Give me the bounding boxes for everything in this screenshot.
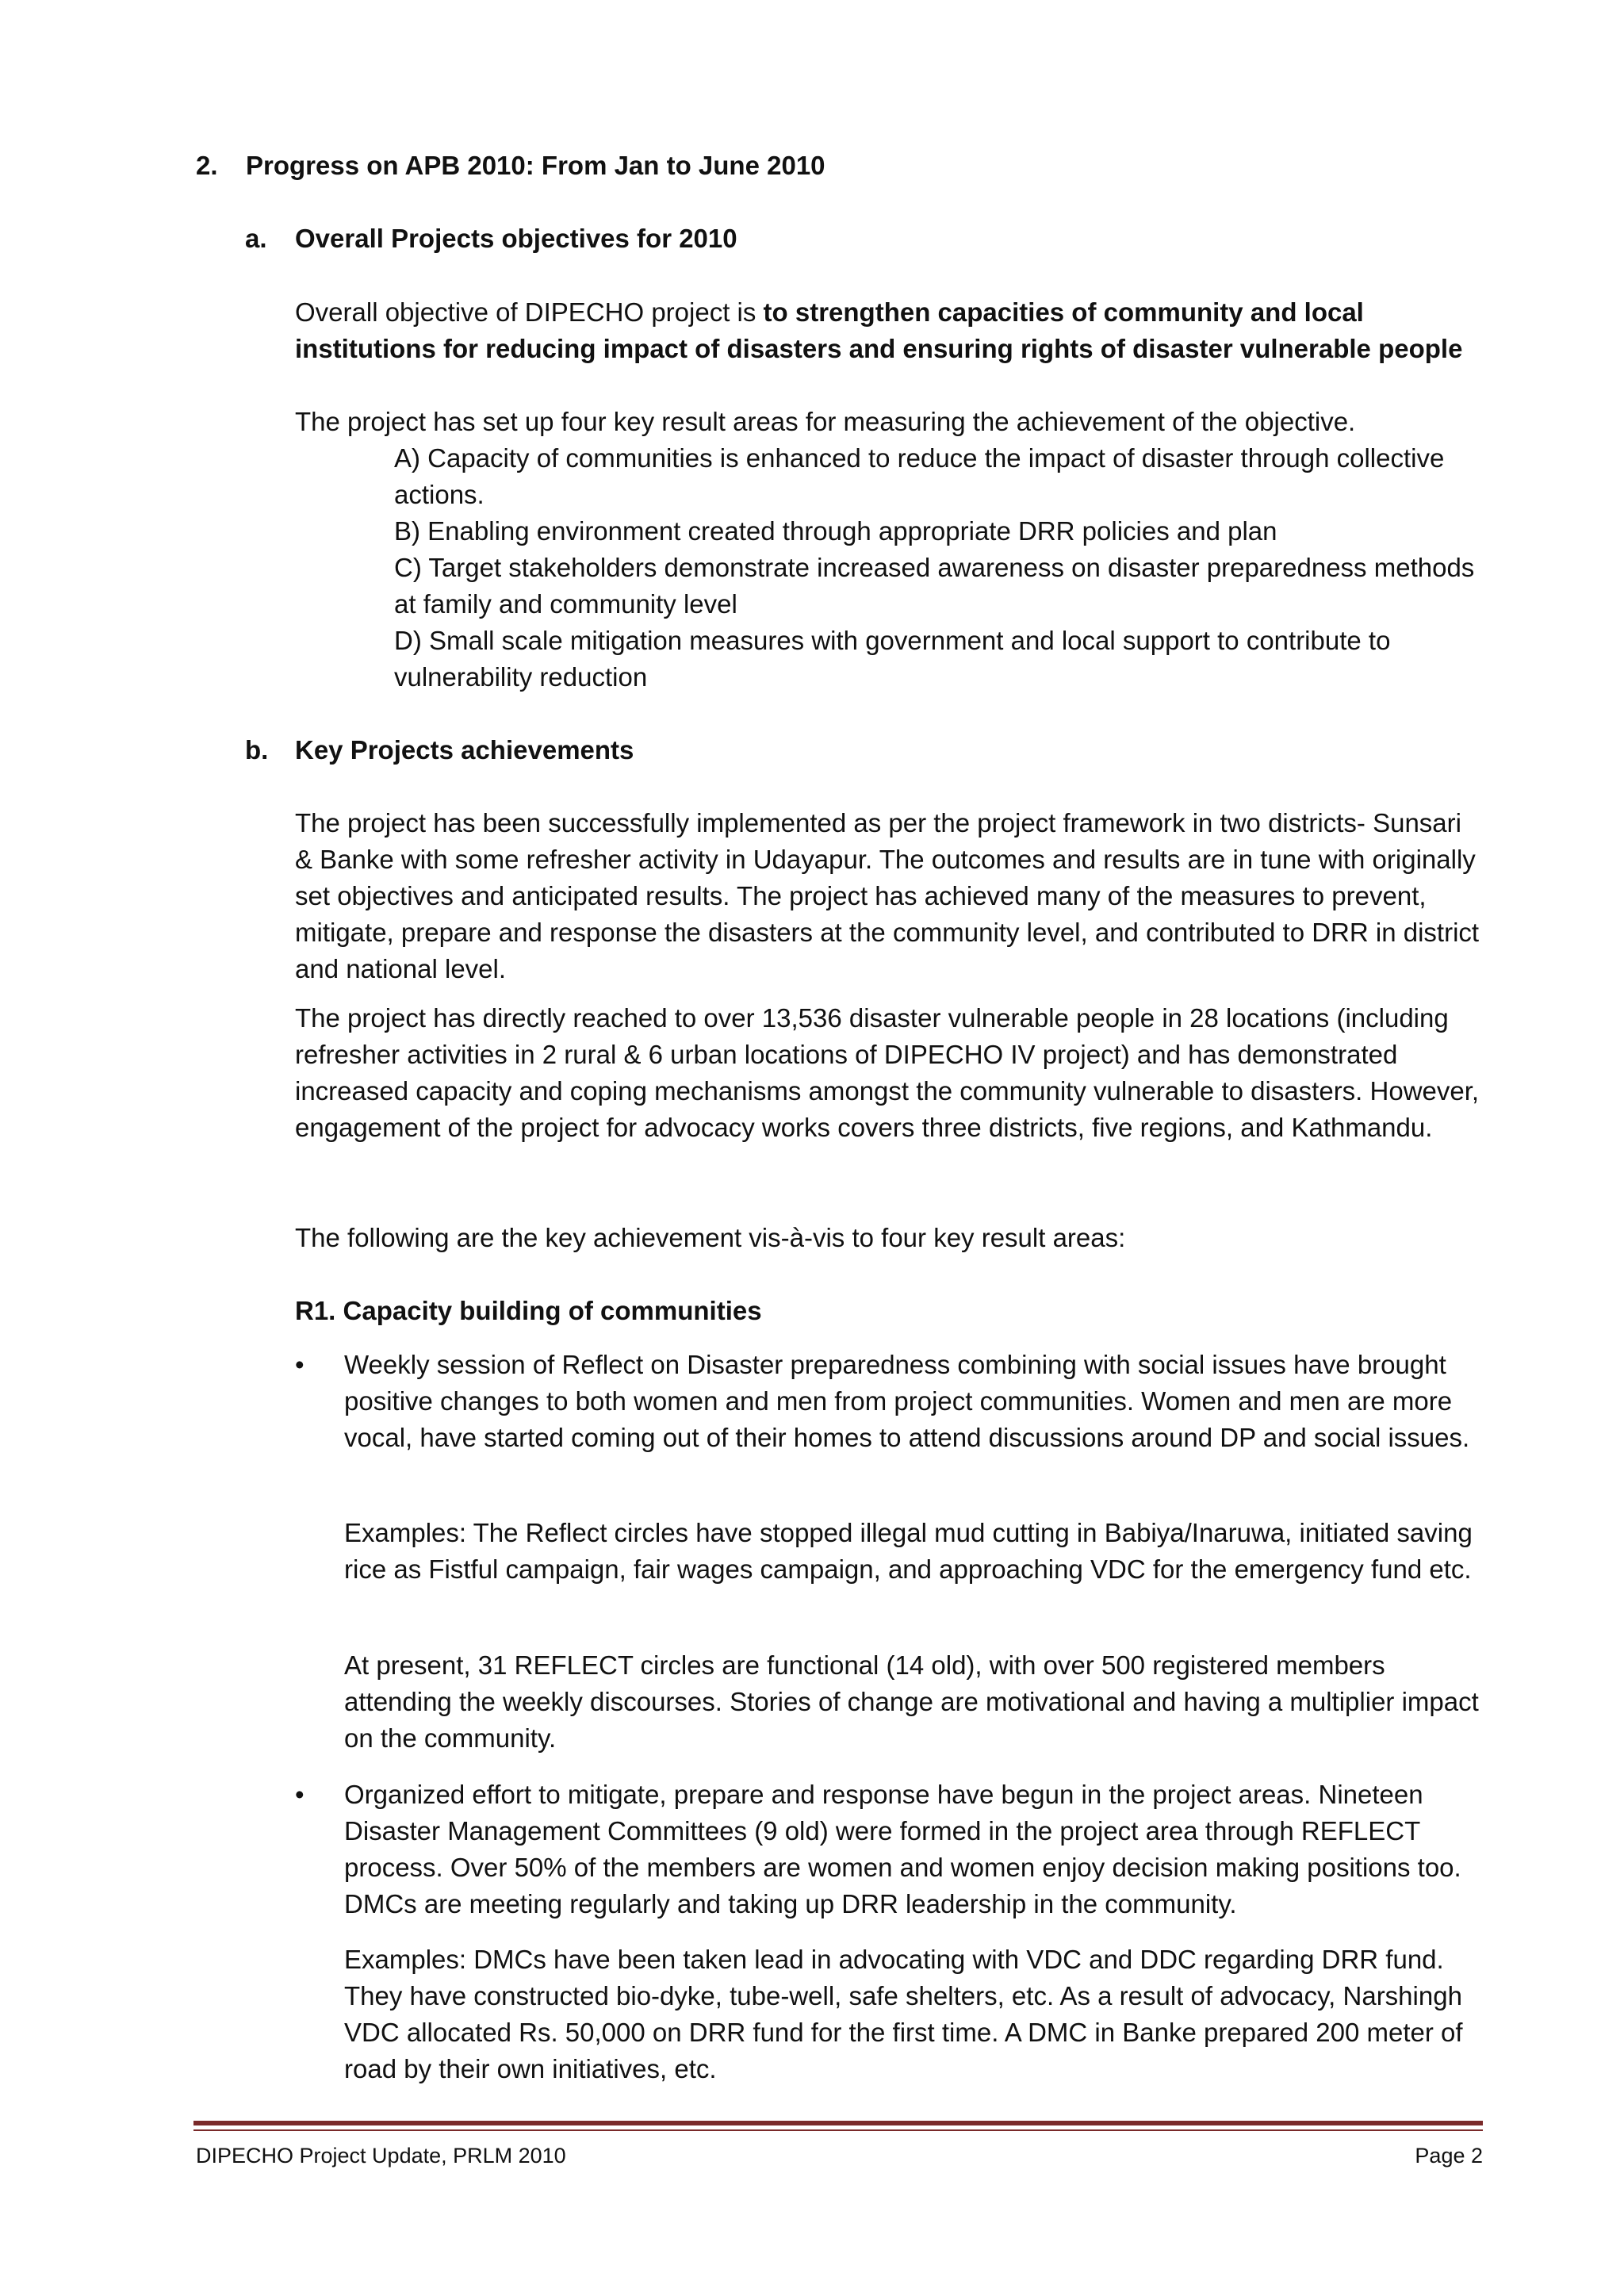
subsection-a-title: Overall Projects objectives for 2010 [295, 224, 737, 253]
footer-page-number: Page 2 [1415, 2144, 1483, 2168]
subsection-b-title: Key Projects achievements [295, 735, 634, 765]
subsection-b-letter: b. [245, 735, 269, 765]
section-number: 2. [196, 151, 218, 180]
footer-rule-thin [193, 2129, 1483, 2131]
bullet-1-examples: Examples: The Reflect circles have stopped illegal mud cutting in Babiya/Inaruwa, initiated saving rice as Fistful campaign, fair wages campaign, and approaching VDC for the emergency fund etc. [344, 1518, 1473, 1584]
result-area-d: D) Small scale mitigation measures with government and local support to contribute to vulnerability reduction [394, 626, 1391, 692]
r1-heading: R1. Capacity building of communities [295, 1296, 762, 1325]
overall-objective-paragraph [295, 294, 1484, 367]
achievements-paragraph-2: The project has directly reached to over 13,536 disaster vulnerable people in 28 locations (including refresher activities in 2 rural & 6 urban locations of DIPECHO IV project) and has demonstrated increased capacity and coping mechanisms amongst the community vulnerable to disasters. However, engagement of the project for advocacy works covers three districts, five regions, and Kathmandu. [295, 1003, 1480, 1142]
footer-document-title: DIPECHO Project Update, PRLM 2010 [196, 2144, 566, 2168]
objective-statement: to strengthen capacities of community and local institutions for reducing impact of disasters and ensuring rights of disaster vulnerable people [295, 297, 1463, 363]
result-area-c: C) Target stakeholders demonstrate increased awareness on disaster preparedness methods at family and community level [394, 553, 1475, 619]
bullet-marker: • [295, 1780, 304, 1809]
bullet-1-present: At present, 31 REFLECT circles are functional (14 old), with over 500 registered members attending the weekly discourses. Stories of change are motivational and having a multiplier impact on the community. [344, 1650, 1479, 1753]
bullet-marker: • [295, 1350, 304, 1379]
achievements-paragraph-1: The project has been successfully implemented as per the project framework in two districts- Sunsari & Banke with some refresher activity in Udayapur. The outcomes and results are in tune with originally set objectives and anticipated results. The project has achieved many of the measures to prevent, mitigate, prepare and response the disasters at the community level, and contributed to DRR in district and national level. [295, 808, 1480, 983]
result-areas-intro: The project has set up four key result areas for measuring the achievement of the objective. [295, 407, 1356, 436]
footer-rule-thick [193, 2121, 1483, 2125]
achievements-paragraph-3: The following are the key achievement vis-à-vis to four key result areas: [295, 1223, 1126, 1252]
bullet-2-text: Organized effort to mitigate, prepare and response have begun in the project areas. Nineteen Disaster Management Committees (9 old) were formed in the project area through REFLECT process. Over 50% of the members are women and women enjoy decision making positions too. DMCs are meeting regularly and taking up DRR leadership in the community. [344, 1780, 1461, 1918]
subsection-a-letter: a. [245, 224, 267, 253]
section-title: Progress on APB 2010: From Jan to June 2010 [246, 151, 825, 180]
result-area-b: B) Enabling environment created through appropriate DRR policies and plan [394, 516, 1277, 546]
bullet-1-text: Weekly session of Reflect on Disaster preparedness combining with social issues have brought positive changes to both women and men from project communities. Women and men are more vocal, have started coming out of their homes to attend discussions around DP and social issues. [344, 1350, 1470, 1452]
result-area-a: A) Capacity of communities is enhanced to reduce the impact of disaster through collective actions. [394, 443, 1445, 509]
objective-intro: Overall objective of DIPECHO project is [295, 297, 764, 327]
bullet-2-examples: Examples: DMCs have been taken lead in advocating with VDC and DDC regarding DRR fund. They have constructed bio-dyke, tube-well, safe shelters, etc. As a result of advocacy, Narshingh VDC allocated Rs. 50,000 on DRR fund for the first time. A DMC in Banke prepared 200 meter of road by their own initiatives, etc. [344, 1945, 1463, 2083]
